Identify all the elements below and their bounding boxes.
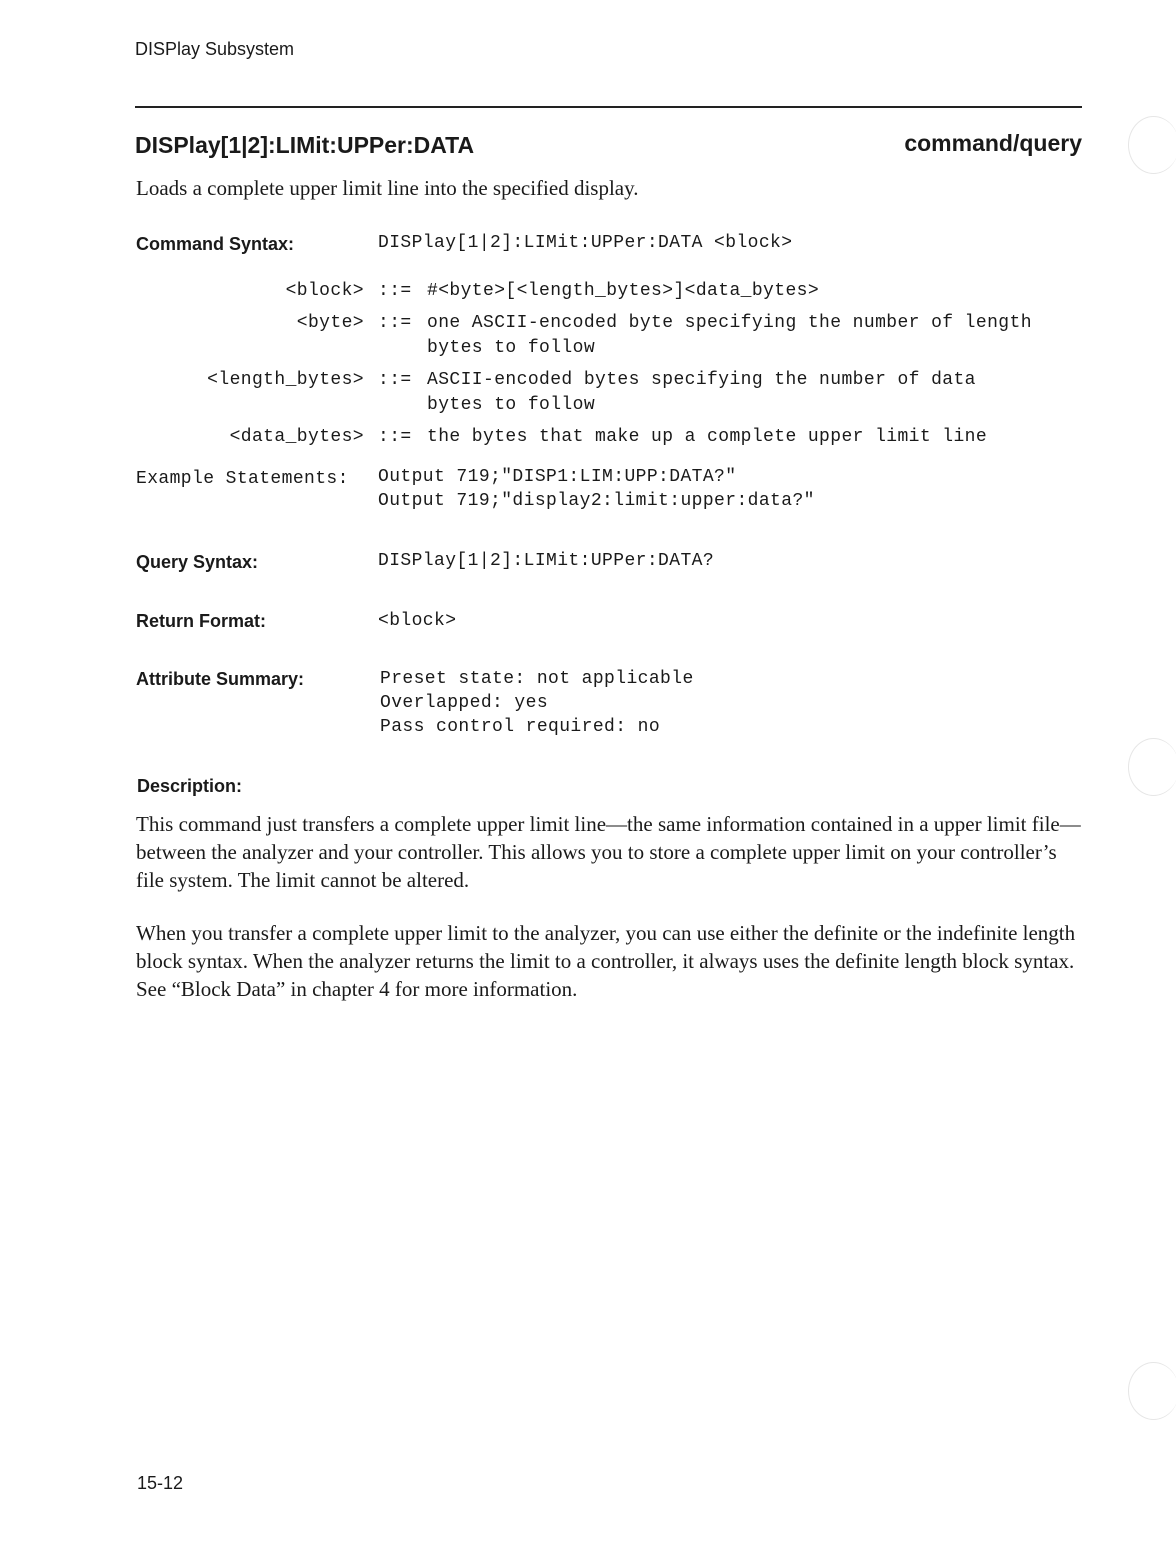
definition-operator: ::= [378,313,412,333]
attribute-line: Pass control required: no [380,717,661,737]
definition-term: <byte> [296,313,364,333]
command-summary: Loads a complete upper limit line into the specified display. [136,176,639,200]
punch-hole [1128,116,1176,174]
example-statement: Output 719;"display2:limit:upper:data?" [378,491,815,511]
attribute-line: Preset state: not applicable [380,669,694,689]
page-number: 15-12 [137,1473,184,1493]
description-label: Description: [137,776,243,796]
definition-text: bytes to follow [427,395,596,415]
punch-hole [1128,738,1176,796]
definition-operator: ::= [378,427,412,447]
definition-text: one ASCII-encoded byte specifying the number of length [427,313,1032,333]
command-title: DISPlay[1|2]:LIMit:UPPer:DATA [135,132,475,158]
query-syntax-label: Query Syntax: [136,552,259,572]
command-syntax-label: Command Syntax: [136,234,295,254]
attribute-summary-label: Attribute Summary: [136,669,305,689]
description-paragraph: This command just transfers a complete upper limit line—the same information contained in a upper limit file—between the analyzer and your controller. This allows you to store a complete upper limit on your controller’s file system. The limit cannot be altered. [136,812,1081,892]
description-paragraph: When you transfer a complete upper limit to the analyzer, you can use either the definite or the indefinite length block syntax. When the analyzer returns the limit to a controller, it always uses the definite length block syntax. See “Block Data” in chapter 4 for more information. [136,921,1076,1001]
punch-hole [1128,1362,1176,1420]
example-statement: Output 719;"DISP1:LIM:UPP:DATA?" [378,467,737,487]
return-format-label: Return Format: [136,611,266,631]
definition-operator: ::= [378,281,412,301]
attribute-line: Overlapped: yes [380,693,549,713]
header-rule [135,106,1082,108]
definition-text: #<byte>[<length_bytes>]<data_bytes> [427,281,820,301]
running-header: DISPlay Subsystem [135,39,295,59]
definition-term: <length_bytes> [207,370,364,390]
definition-text: ASCII-encoded bytes specifying the number of data [427,370,976,390]
definition-text: bytes to follow [427,338,596,358]
definition-operator: ::= [378,370,412,390]
definition-term: <block> [285,281,364,301]
command-type: command/query [904,130,1082,156]
definition-term: <data_bytes> [229,427,364,447]
return-format-value: <block> [378,611,457,631]
example-statements-label: Example Statements: [136,469,349,489]
query-syntax-value: DISPlay[1|2]:LIMit:UPPer:DATA? [378,551,715,571]
definition-text: the bytes that make up a complete upper limit line [427,427,988,447]
command-syntax-value: DISPlay[1|2]:LIMit:UPPer:DATA <block> [378,233,793,253]
